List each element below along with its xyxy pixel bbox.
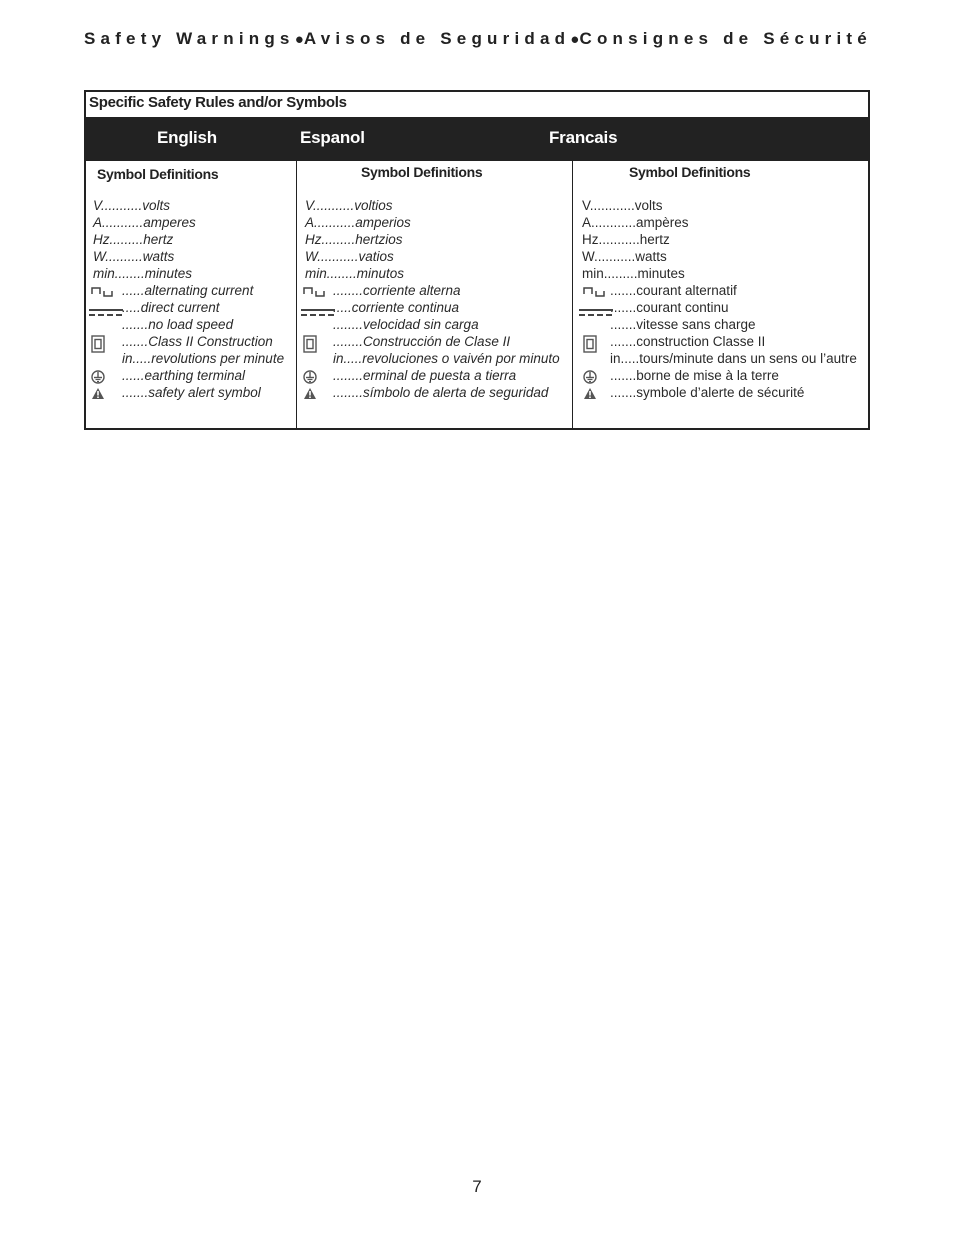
alternating-current-icon xyxy=(583,285,607,303)
symbol-definition-row: ......alternating current xyxy=(122,283,254,298)
language-francais: Francais xyxy=(549,128,618,147)
symbol-definition-row: .......courant alternatif xyxy=(610,283,737,298)
symbol-definition-row: V...........voltios xyxy=(305,198,393,213)
symbol-definitions-heading: Symbol Definitions xyxy=(629,164,751,180)
symbol-definition-row: W..........watts xyxy=(93,249,175,264)
header-french: Consignes de Sécurité xyxy=(579,29,872,48)
symbol-definition-row: min.........minutes xyxy=(582,266,685,281)
direct-current-icon xyxy=(301,304,335,322)
bullet-separator: ● xyxy=(294,30,304,48)
symbol-definition-row: W...........watts xyxy=(582,249,667,264)
symbol-definition-row: V...........volts xyxy=(93,198,171,213)
bullet-separator: ● xyxy=(570,30,580,48)
direct-current-icon xyxy=(89,304,123,322)
header-english: Safety Warnings xyxy=(84,29,295,48)
symbol-definitions-heading: Symbol Definitions xyxy=(97,166,219,182)
symbol-definition-row: .......vitesse sans charge xyxy=(610,317,756,332)
header-spanish: Avisos de Seguridad xyxy=(303,29,571,48)
symbol-definition-row: A............ampères xyxy=(582,215,689,230)
symbol-definition-row: Hz.........hertz xyxy=(93,232,174,247)
symbol-definition-row: in.....revolutions per minute xyxy=(122,351,285,366)
symbol-definition-row: Hz.........hertzios xyxy=(305,232,403,247)
safety-alert-icon xyxy=(303,387,317,405)
symbol-definition-row: ........Construcción de Clase II xyxy=(333,334,511,349)
symbol-definition-row: V............volts xyxy=(582,198,663,213)
symbol-definition-row: ........corriente alterna xyxy=(333,283,461,298)
safety-alert-icon xyxy=(91,387,105,405)
symbol-definition-row: A...........amperios xyxy=(305,215,411,230)
symbol-definition-row: ........erminal de puesta a tierra xyxy=(333,368,517,383)
symbol-definition-row: min........minutos xyxy=(305,266,405,281)
symbol-definition-row: .......courant continu xyxy=(610,300,729,315)
symbol-definition-row: ........símbolo de alerta de seguridad xyxy=(333,385,549,400)
direct-current-icon xyxy=(579,304,613,322)
page-number: 7 xyxy=(472,1177,482,1196)
symbol-definition-row: Hz...........hertz xyxy=(582,232,670,247)
symbol-definition-row: min........minutes xyxy=(93,266,193,281)
symbol-definition-row: .......no load speed xyxy=(122,317,234,332)
symbol-definition-row: in.....tours/minute dans un sens ou l’autre xyxy=(610,351,857,366)
table-title: Specific Safety Rules and/or Symbols xyxy=(89,94,347,111)
language-espanol: Espanol xyxy=(300,128,365,147)
symbol-definitions-heading: Symbol Definitions xyxy=(361,164,483,180)
symbol-definition-row: ......earthing terminal xyxy=(122,368,246,383)
symbol-definition-row: .......construction Classe II xyxy=(610,334,766,349)
class-ii-construction-icon xyxy=(91,335,105,358)
column-divider xyxy=(296,161,297,428)
column-divider xyxy=(572,161,573,428)
symbol-definition-row: W...........vatios xyxy=(305,249,394,264)
language-header-bar xyxy=(86,117,868,161)
safety-symbols-table xyxy=(84,90,870,430)
page-header xyxy=(84,29,872,49)
safety-alert-icon xyxy=(583,387,597,405)
class-ii-construction-icon xyxy=(583,335,597,358)
symbol-definition-row: A...........amperes xyxy=(93,215,196,230)
symbol-definition-row: .......symbole d’alerte de sécurité xyxy=(610,385,805,400)
symbol-definition-row: .......borne de mise à la terre xyxy=(610,368,779,383)
symbol-definition-row: .....corriente continua xyxy=(333,300,460,315)
class-ii-construction-icon xyxy=(303,335,317,358)
symbol-definition-row: .......Class II Construction xyxy=(122,334,273,349)
alternating-current-icon xyxy=(303,285,327,303)
language-english: English xyxy=(157,128,217,147)
symbol-definition-row: ........velocidad sin carga xyxy=(333,317,479,332)
symbol-definition-row: .....direct current xyxy=(122,300,220,315)
symbol-definition-row: .......safety alert symbol xyxy=(122,385,261,400)
symbol-definition-row: in.....revoluciones o vaivén por minuto xyxy=(333,351,560,366)
alternating-current-icon xyxy=(91,285,115,303)
